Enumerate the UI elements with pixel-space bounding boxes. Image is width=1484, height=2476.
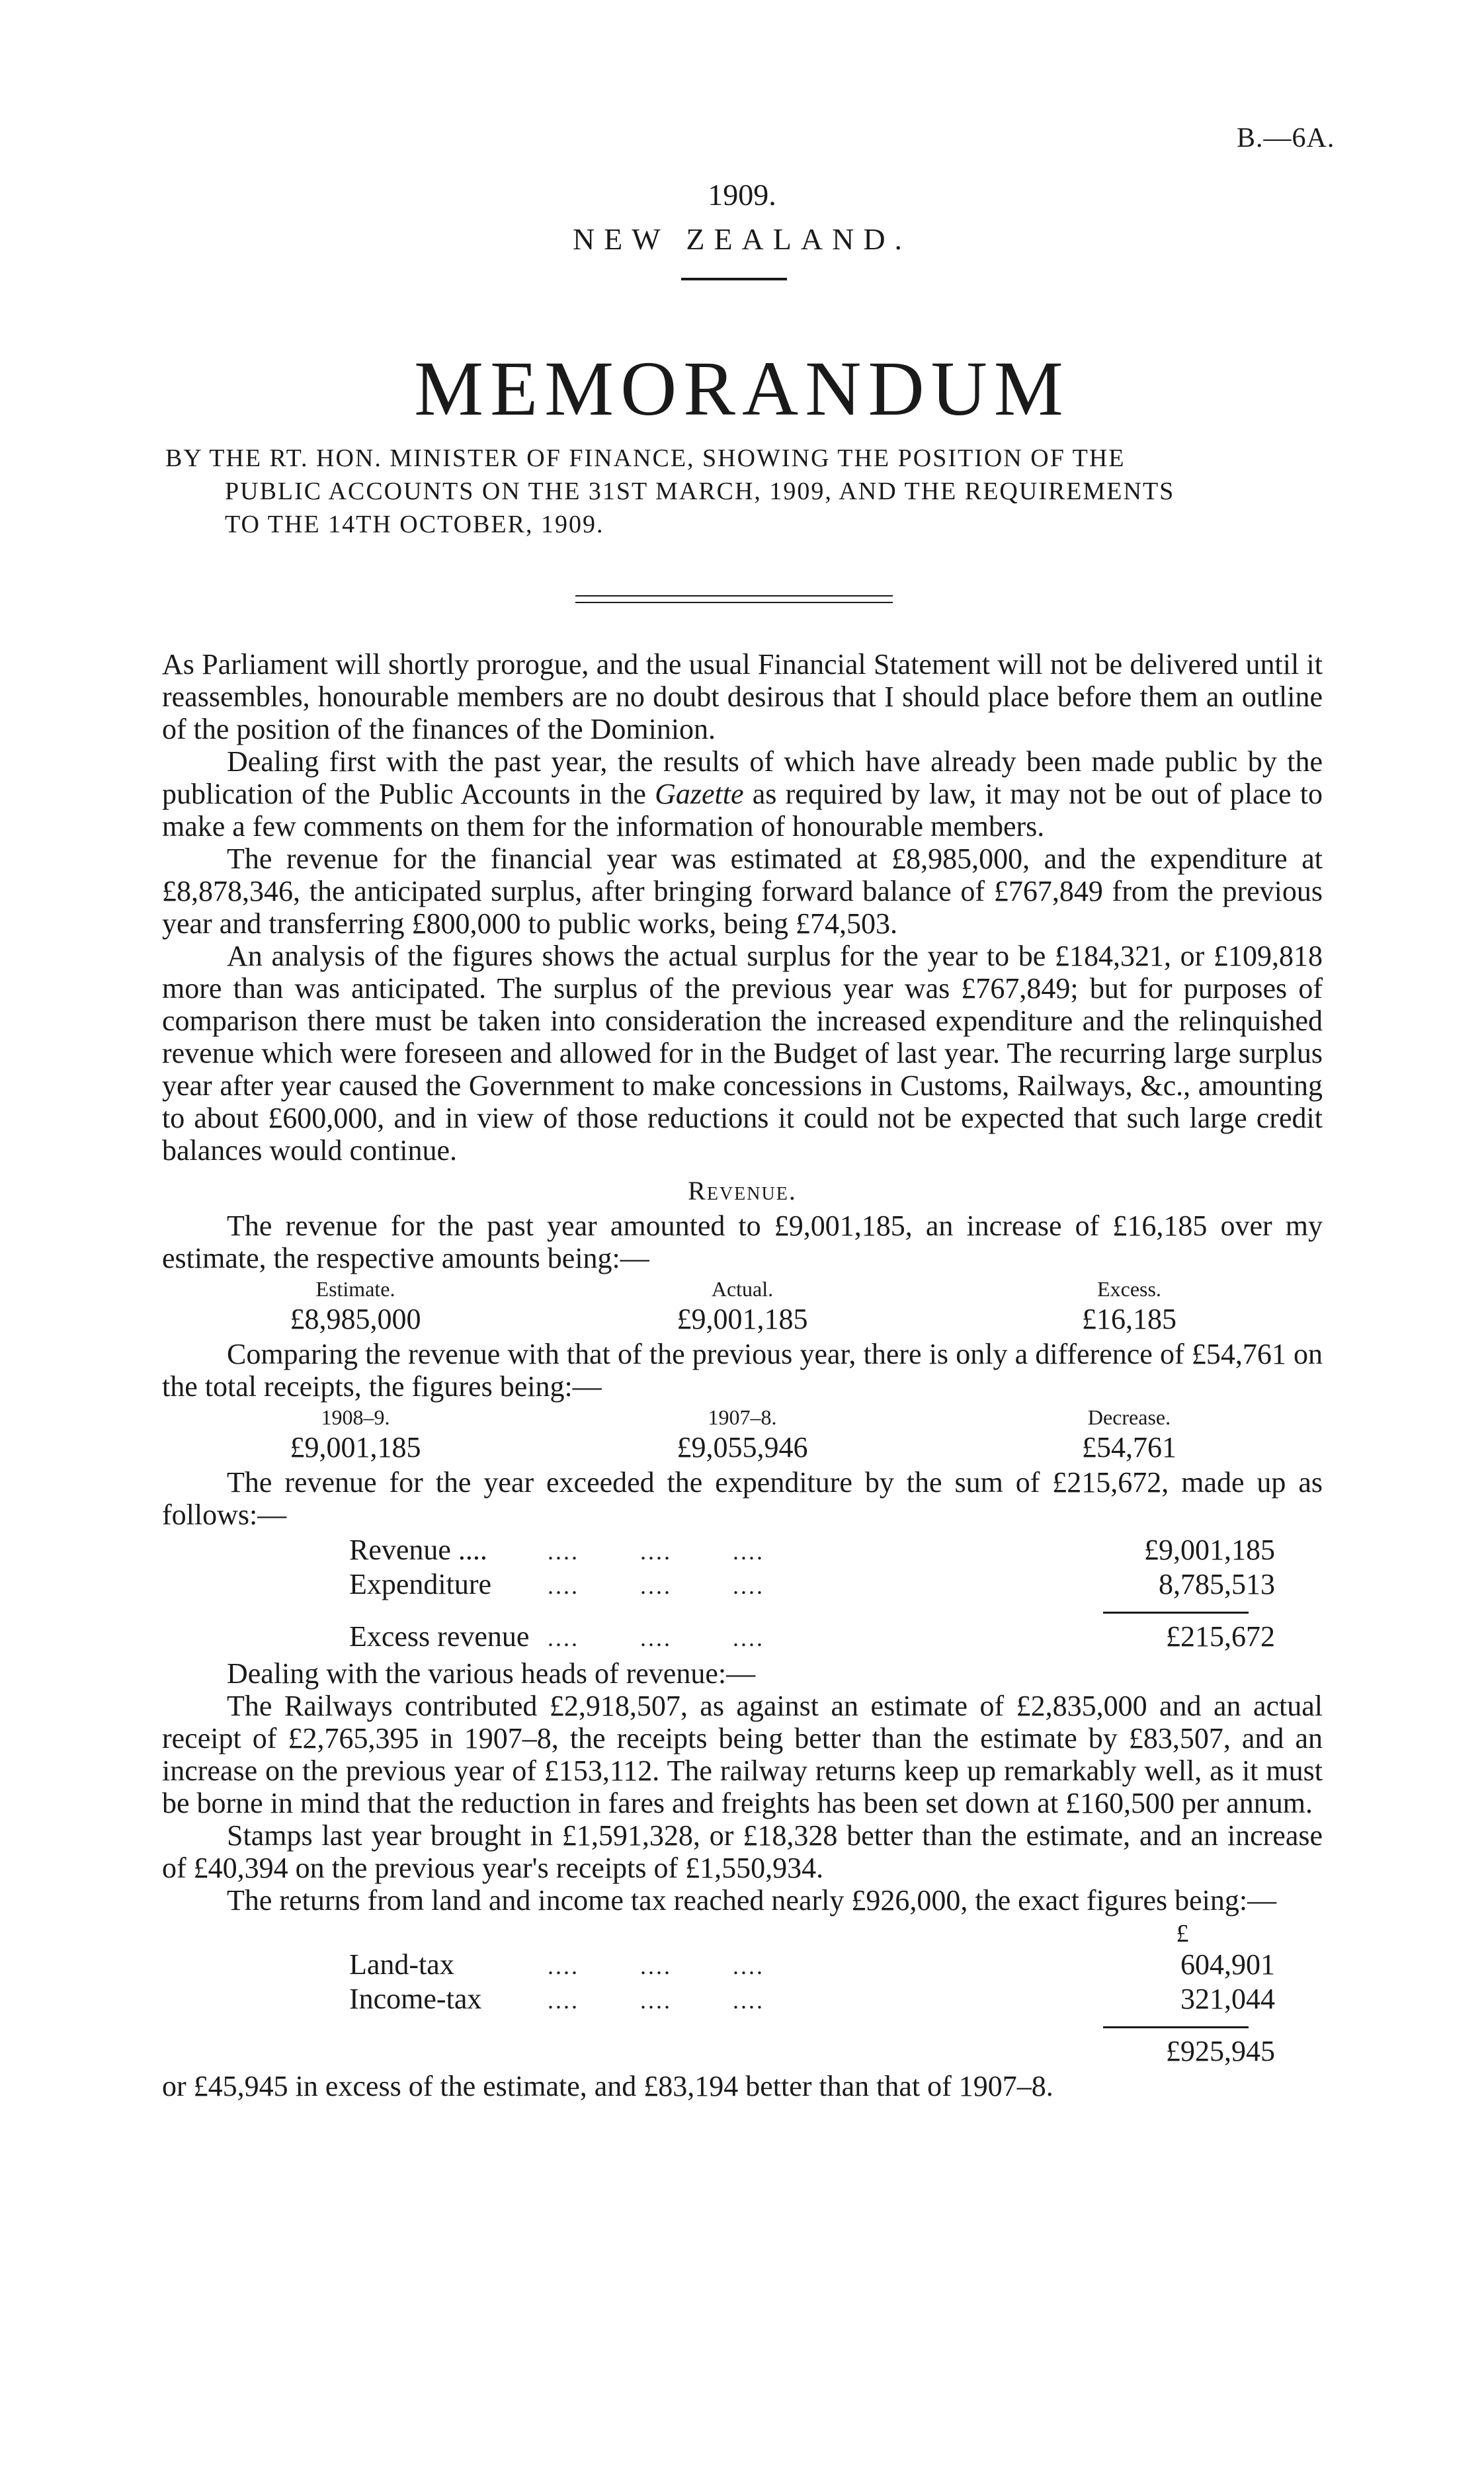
table-cell: £16,185 bbox=[1082, 1303, 1176, 1335]
table-header: Decrease. bbox=[1087, 1405, 1171, 1429]
tax-statement bbox=[162, 1919, 1323, 2067]
statement-label: Land-tax bbox=[349, 1948, 454, 1981]
statement-row bbox=[162, 1983, 1275, 2017]
header-rule bbox=[681, 278, 787, 280]
paragraph-estimate: The revenue for the financial year was estimated at £8,985,000, and the expenditure at £8,878,346, the anticipated surplus, after bringing forward balance of £767,849 from the previous year and transferring £800,000 to public works, being £74,503. bbox=[162, 843, 1323, 940]
statement-total-rule bbox=[1103, 1612, 1249, 1614]
document-reference: B.—6A. bbox=[1237, 123, 1335, 153]
table-header: 1907–8. bbox=[708, 1405, 777, 1429]
statement-total-amount: £925,945 bbox=[1166, 2035, 1275, 2067]
paragraph-past-year-part-1: Dealing first with the past year, the results of which have already been made public by the publication of the Public Accounts in the bbox=[162, 745, 1323, 810]
subtitle-line-2: PUBLIC ACCOUNTS ON THE 31ST MARCH, 1909, AND THE REQUIREMENTS bbox=[225, 477, 1175, 505]
paragraph-excess: The revenue for the year exceeded the expenditure by the sum of £215,672, made up as follows:— bbox=[162, 1466, 1323, 1531]
table-cell: £9,055,946 bbox=[677, 1431, 808, 1464]
statement-total-row bbox=[162, 1620, 1275, 1655]
memorandum-body bbox=[162, 648, 1323, 2102]
currency-unit: £ bbox=[1176, 1920, 1189, 1948]
statement-amount: £9,001,185 bbox=[1144, 1534, 1275, 1566]
paragraph-intro: As Parliament will shortly prorogue, and the usual Financial Statement will not be delivered until it reassembles, honourable members are no doubt desirous that I should place before them an outline of the position of the finances of the Dominion. bbox=[162, 648, 1323, 745]
statement-amount: 321,044 bbox=[1180, 1983, 1275, 2015]
statement-label: Revenue .... bbox=[349, 1534, 487, 1566]
document-year: 1909. bbox=[708, 178, 776, 212]
statement-label: Income-tax bbox=[349, 1983, 482, 2015]
statement-leader-dots: .... .... .... bbox=[548, 1987, 764, 2014]
paragraph-past-year bbox=[162, 745, 1323, 843]
subtitle-line-1: BY THE RT. HON. MINISTER OF FINANCE, SHOWING THE POSITION OF THE bbox=[165, 444, 1126, 472]
statement-leader-dots: .... .... .... bbox=[548, 1573, 764, 1599]
title-divider bbox=[575, 595, 893, 603]
document-title: MEMORANDUM bbox=[414, 345, 1070, 432]
document-country: NEW ZEALAND. bbox=[572, 222, 912, 256]
table-cell: £9,001,185 bbox=[290, 1431, 421, 1464]
estimate-comparison-table bbox=[162, 1276, 1323, 1337]
paragraph-revenue: The revenue for the past year amounted to £9,001,185, an increase of £16,185 over my estimate, the respective amounts being:— bbox=[162, 1210, 1323, 1274]
statement-label: Expenditure bbox=[349, 1568, 492, 1600]
paragraph-tax-summary: or £45,945 in excess of the estimate, and £83,194 better than that of 1907–8. bbox=[162, 2070, 1053, 2102]
paragraph-land-income-tax: The returns from land and income tax reached nearly £926,000, the exact figures being:— bbox=[227, 1884, 1277, 1917]
statement-leader-dots: .... .... .... bbox=[548, 1538, 764, 1565]
table-header: Actual. bbox=[711, 1277, 774, 1301]
paragraph-heads: Dealing with the various heads of revenue:— bbox=[227, 1657, 756, 1690]
paragraph-comparison: Comparing the revenue with that of the previous year, there is only a difference of £54,761 on the total receipts, the figures being:— bbox=[162, 1338, 1323, 1403]
statement-leader-dots: .... .... .... bbox=[548, 1625, 764, 1651]
excess-revenue-statement bbox=[162, 1534, 1323, 1655]
table-header: Excess. bbox=[1097, 1277, 1161, 1301]
document-subtitle bbox=[165, 442, 1323, 541]
subtitle-line-3: TO THE 14TH OCTOBER, 1909. bbox=[225, 511, 604, 538]
section-heading-revenue: Revenue. bbox=[688, 1176, 797, 1206]
statement-total-rule bbox=[1103, 2026, 1249, 2028]
table-header: 1908–9. bbox=[321, 1405, 390, 1429]
statement-leader-dots: .... .... .... bbox=[548, 1953, 764, 1979]
table-cell: £8,985,000 bbox=[290, 1303, 421, 1335]
gazette-reference: Gazette bbox=[655, 778, 744, 810]
paragraph-analysis: An analysis of the figures shows the actual surplus for the year to be £184,321, or £109,818 more than was anticipated. The surplus of the previous year was £767,849; but for purposes of comparison there must be taken into consideration the increased expenditure and the relinquished revenue which were foreseen and allowed for in the Budget of last year. The recurring large surplus year after year caused the Government to make concessions in Customs, Railways, &c., amounting to about £600,000, and in view of those reductions it could not be expected that such large credit balances would continue. bbox=[162, 940, 1323, 1167]
statement-row bbox=[162, 1534, 1275, 1568]
paragraph-past-year-part-2: as required by law, it may not be out of place to make a few comments on them for the information of honourable members. bbox=[162, 778, 1323, 843]
statement-total-row bbox=[162, 2035, 1275, 2067]
paragraph-railways: The Railways contributed £2,918,507, as against an estimate of £2,835,000 and an actual receipt of £2,765,395 in 1907–8, the receipts being better than the estimate by £83,507, and an increase on the previous year of £153,112. The railway returns keep up remarkably well, as it must be borne in mind that the reduction in fares and freights has been set down at £160,500 per annum. bbox=[162, 1690, 1323, 1819]
statement-row bbox=[162, 1568, 1275, 1602]
table-header: Estimate. bbox=[315, 1277, 395, 1301]
table-cell: £9,001,185 bbox=[677, 1303, 808, 1335]
paragraph-stamps: Stamps last year brought in £1,591,328, or £18,328 better than the estimate, and an increase of £40,394 on the previous year's receipts of £1,550,934. bbox=[162, 1819, 1323, 1884]
year-comparison-table bbox=[162, 1404, 1323, 1465]
statement-total-amount: £215,672 bbox=[1166, 1620, 1275, 1653]
table-cell: £54,761 bbox=[1082, 1431, 1176, 1464]
statement-total-label: Excess revenue bbox=[349, 1620, 530, 1653]
statement-amount: 604,901 bbox=[1180, 1948, 1275, 1981]
statement-row bbox=[162, 1948, 1275, 1983]
statement-amount: 8,785,513 bbox=[1159, 1568, 1275, 1600]
